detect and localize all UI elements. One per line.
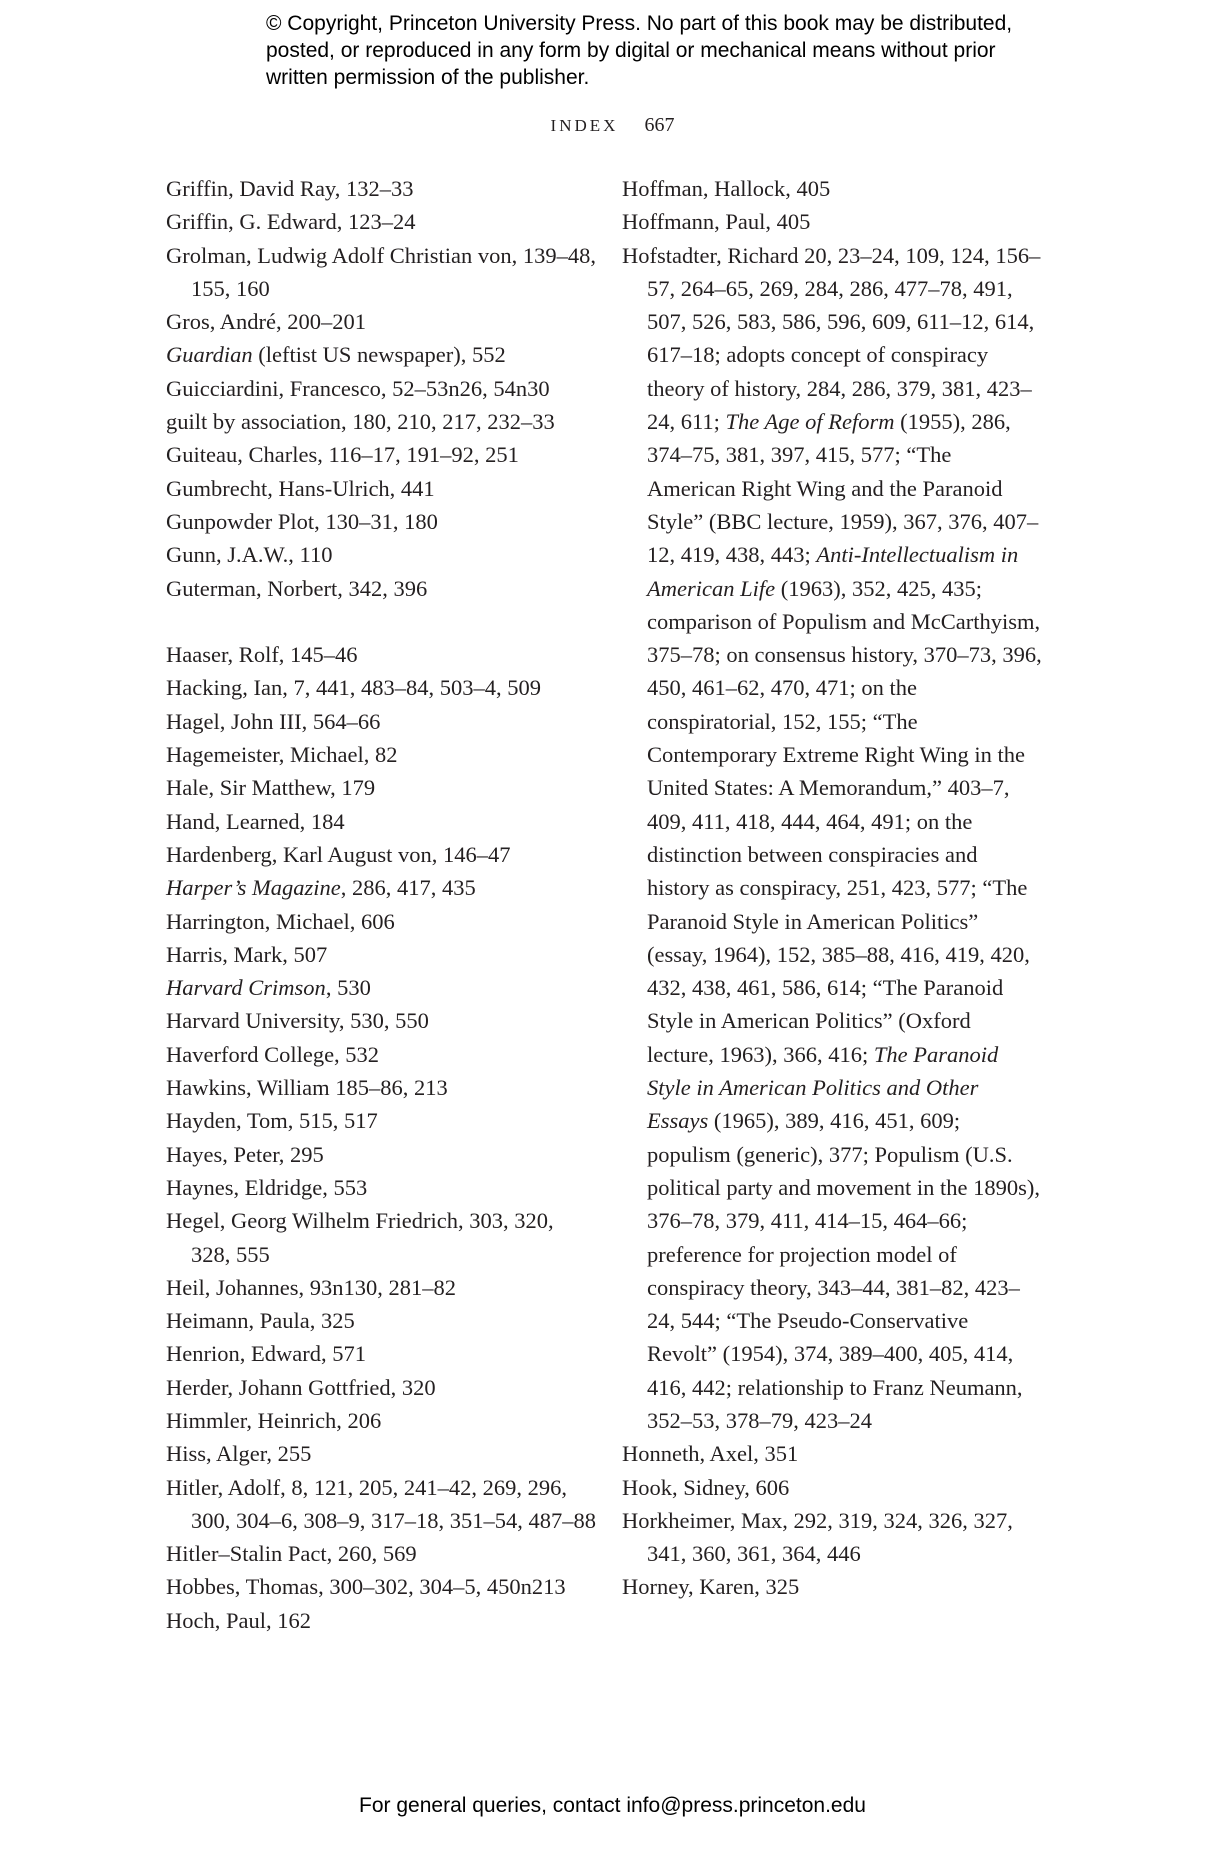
running-head — [0, 114, 1225, 137]
page-number: 667 — [644, 114, 675, 136]
index-entry: Hardenberg, Karl August von, 146–47 — [166, 841, 511, 867]
italic-title: Harvard Crimson — [166, 975, 326, 1001]
index-entry: Harper’s Magazine, 286, 417, 435 — [166, 875, 476, 901]
index-entry: Hoffmann, Paul, 405 — [622, 209, 811, 235]
index-entry: Himmler, Heinrich, 206 — [166, 1407, 382, 1433]
index-entry: Haaser, Rolf, 145–46 — [166, 642, 358, 668]
index-entry: Horney, Karen, 325 — [622, 1574, 800, 1600]
index-entry: Hagel, John III, 564–66 — [166, 708, 381, 734]
index-entry: Hegel, Georg Wilhelm Friedrich, 303, 320, 328, 555 — [166, 1208, 554, 1267]
index-entry: Gunpowder Plot, 130–31, 180 — [166, 508, 438, 534]
index-entry: Hobbes, Thomas, 300–302, 304–5, 450n213 — [166, 1574, 566, 1600]
index-entry: Hayden, Tom, 515, 517 — [166, 1108, 378, 1134]
index-entry: Harrington, Michael, 606 — [166, 908, 395, 934]
index-entry: Haverford College, 532 — [166, 1041, 380, 1067]
index-entry: Hoch, Paul, 162 — [166, 1607, 311, 1633]
index-entry: Heimann, Paula, 325 — [166, 1308, 355, 1334]
index-entry: Grolman, Ludwig Adolf Christian von, 139–48, 155, 160 — [166, 242, 596, 301]
index-entry: Hitler, Adolf, 8, 121, 205, 241–42, 269, 296, 300, 304–6, 308–9, 317–18, 351–54, 487–88 — [166, 1474, 596, 1533]
index-entry: Harris, Mark, 507 — [166, 941, 328, 967]
index-entry: Guterman, Norbert, 342, 396 — [166, 575, 428, 601]
index-entry: Hook, Sidney, 606 — [622, 1474, 790, 1500]
index-entry: Griffin, G. Edward, 123–24 — [166, 209, 416, 235]
index-entry: Hacking, Ian, 7, 441, 483–84, 503–4, 509 — [166, 675, 541, 701]
index-column-left — [166, 172, 598, 1637]
index-entry: Heil, Johannes, 93n130, 281–82 — [166, 1274, 456, 1300]
index-entry: Herder, Johann Gottfried, 320 — [166, 1374, 436, 1400]
index-entry: Hitler–Stalin Pact, 260, 569 — [166, 1541, 417, 1567]
index-entry: guilt by association, 180, 210, 217, 232–33 — [166, 409, 555, 435]
index-entry: Haynes, Eldridge, 553 — [166, 1174, 368, 1200]
italic-title: The Paranoid Style in American Politics and Other Essays — [647, 1041, 999, 1134]
index-entry: Horkheimer, Max, 292, 319, 324, 326, 327, 341, 360, 361, 364, 446 — [622, 1507, 1013, 1567]
index-entry: Harvard Crimson, 530 — [166, 975, 371, 1001]
italic-title: Guardian — [166, 342, 253, 368]
index-entry: Hagemeister, Michael, 82 — [166, 742, 398, 768]
italic-title: Harper’s Magazine — [166, 875, 341, 901]
index-entry: Hofstadter, Richard 20, 23–24, 109, 124, 156–57, 264–65, 269, 284, 286, 477–78, 491, 507, 526, 583, 586, 596, 609, 611–12, 614, 617–18; adopts concept of conspiracy theory of history, 284, 286, 379, 381, 423–24, 611; The Age of Reform (1955), 286, 374–75, 381, 397, 415, 577; “The American Right Wing and the Paranoid Style” (BBC lecture, 1959), 367, 376, 407–12, 419, 438, 443; Anti-Intellectualism in American Life (1963), 352, 425, 435; comparison of Populism and McCarthyism, 375–78; on consensus history, 370–73, 396, 450, 461–62, 470, 471; on the conspiratorial, 152, 155; “The Contemporary Extreme Right Wing in the United States: A Memorandum,” 403–7, 409, 411, 418, 444, 464, 491; on the distinction between conspiracies and history as conspiracy, 251, 423, 577; “The Paranoid Style in American Politics” (essay, 1964), 152, 385–88, 416, 419, 420, 432, 438, 461, 586, 614; “The Paranoid Style in American Politics” (Oxford lecture, 1963), 366, 416; The Paranoid Style in American Politics and Other Essays (1965), 389, 416, 451, 609; populism (generic), 377; Populism (U.S. political party and movement in the 1890s), 376–78, 379, 411, 414–15, 464–66; preference for projection model of conspiracy theory, 343–44, 381–82, 423–24, 544; “The Pseudo-Conservative Revolt” (1954), 374, 389–400, 405, 414, 416, 442; relationship to Franz Neumann, 352–53, 378–79, 423–24 — [622, 242, 1042, 1433]
index-entry: Guiteau, Charles, 116–17, 191–92, 251 — [166, 442, 519, 468]
index-column-right — [622, 172, 1042, 1604]
running-head-label: INDEX — [550, 116, 619, 135]
index-entry: Guardian (leftist US newspaper), 552 — [166, 342, 506, 368]
index-entry: Griffin, David Ray, 132–33 — [166, 176, 414, 201]
index-entry: Henrion, Edward, 571 — [166, 1341, 366, 1367]
letter-section-gap — [166, 605, 598, 638]
index-entry: Gunn, J.A.W., 110 — [166, 542, 333, 568]
footer-contact: For general queries, contact info@press.princeton.edu — [359, 1794, 866, 1817]
index-entry: Hoffman, Hallock, 405 — [622, 176, 831, 201]
index-entry: Gros, André, 200–201 — [166, 309, 366, 335]
index-entry: Hand, Learned, 184 — [166, 808, 345, 834]
index-entry: Honneth, Axel, 351 — [622, 1441, 799, 1467]
index-entry: Guicciardini, Francesco, 52–53n26, 54n30 — [166, 375, 550, 401]
italic-title: The Age of Reform — [725, 409, 895, 435]
italic-title: Anti-Intellectualism in American Life — [647, 542, 1019, 601]
index-entry: Hiss, Alger, 255 — [166, 1441, 312, 1467]
index-entry: Harvard University, 530, 550 — [166, 1008, 429, 1034]
index-entry: Hayes, Peter, 295 — [166, 1141, 324, 1167]
copyright-notice: © Copyright, Princeton University Press. No part of this book may be distributed, posted, or reproduced in any form by digital or mechanical means without prior written permission of the publisher. — [266, 12, 1013, 89]
index-entry: Hawkins, William 185–86, 213 — [166, 1075, 448, 1101]
index-entry: Gumbrecht, Hans-Ulrich, 441 — [166, 475, 435, 501]
index-entry: Hale, Sir Matthew, 179 — [166, 775, 376, 801]
